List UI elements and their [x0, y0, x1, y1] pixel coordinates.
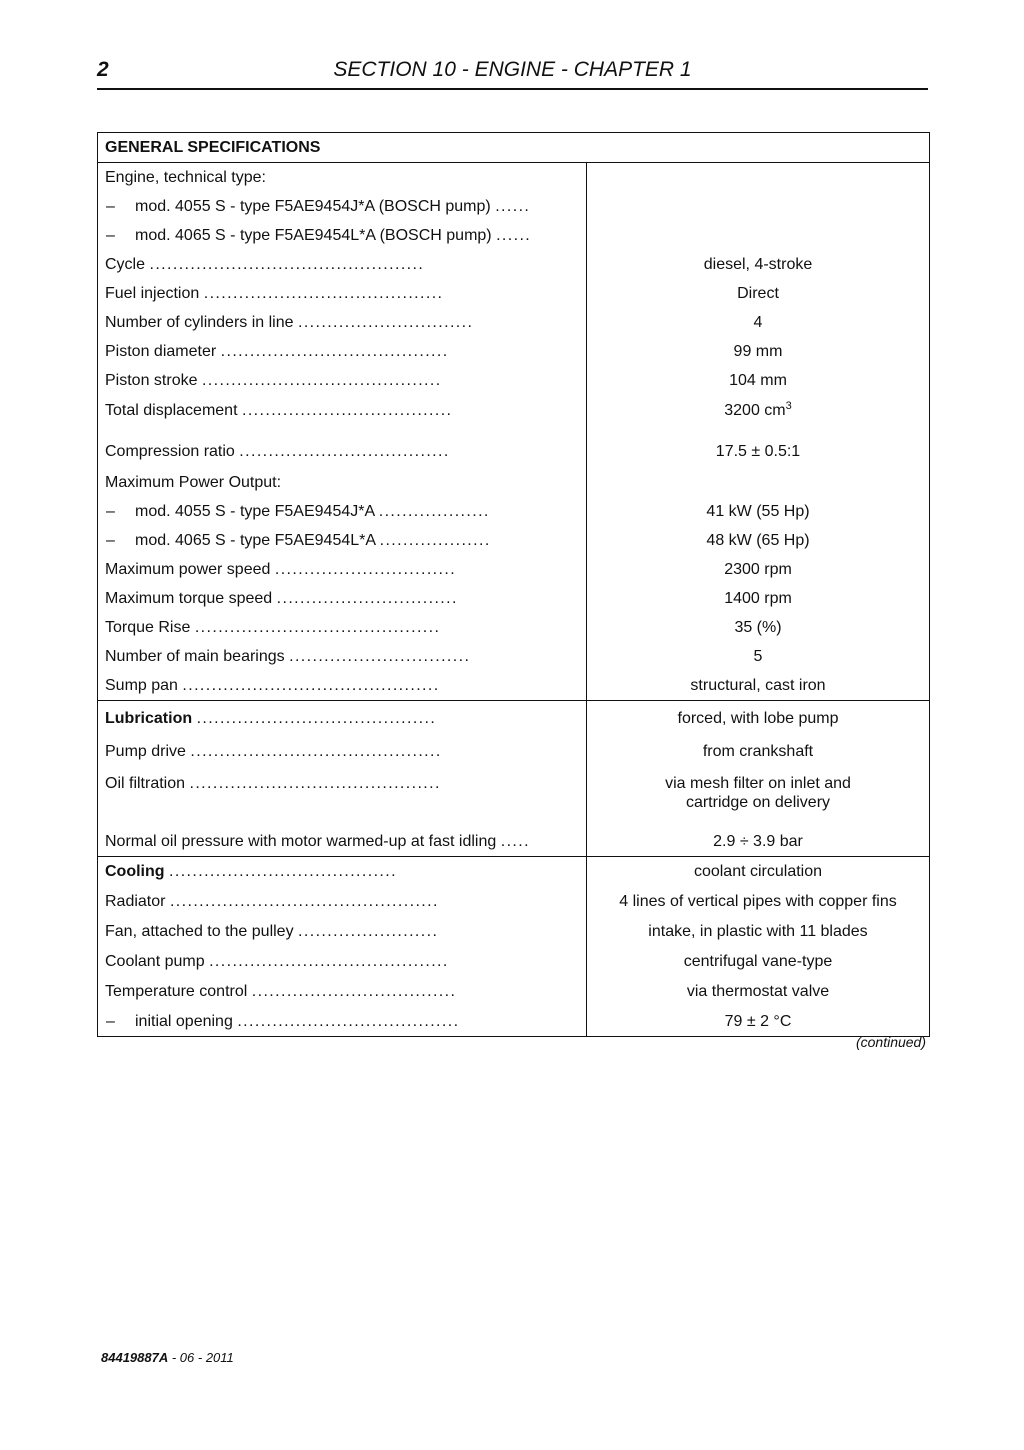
document-date: - 06 - 2011: [171, 1350, 234, 1365]
spec-value: from crankshaft: [587, 736, 930, 766]
table-row: [98, 1006, 930, 1037]
spec-label: Radiator ..............................................: [98, 886, 587, 916]
spec-label: Torque Rise ..........................................: [98, 613, 587, 642]
spec-label: Lubrication .........................................: [98, 701, 587, 737]
spec-value: 104 mm: [587, 366, 930, 395]
spec-label: Cycle ...............................................: [98, 250, 587, 279]
spec-value: 48 kW (65 Hp): [587, 526, 930, 555]
spec-value: 79 ± 2 °C: [587, 1006, 930, 1037]
spec-label: Sump pan ............................................: [98, 671, 587, 701]
spec-value: 99 mm: [587, 337, 930, 366]
table-row: [98, 308, 930, 337]
table-row: [98, 642, 930, 671]
table-row: [98, 946, 930, 976]
table-row: [98, 857, 930, 887]
spec-value: [587, 221, 930, 250]
table-row: [98, 916, 930, 946]
spec-value: 17.5 ± 0.5:1: [587, 435, 930, 468]
spec-label: Fan, attached to the pulley ........................: [98, 916, 587, 946]
spec-label: Total displacement ....................................: [98, 395, 587, 435]
spec-value: 4 lines of vertical pipes with copper fins: [587, 886, 930, 916]
table-row: [98, 826, 930, 857]
continued-note: (continued): [855, 1034, 926, 1050]
spec-label: Normal oil pressure with motor warmed-up at fast idling .....: [98, 826, 587, 857]
spec-value: via thermostat valve: [587, 976, 930, 1006]
spec-label: – initial opening ......................................: [98, 1006, 587, 1037]
table-row: [98, 736, 930, 766]
table-row: [98, 435, 930, 468]
page-footer: [101, 1350, 234, 1365]
page-header: [97, 58, 928, 86]
spec-label: Number of main bearings ...............................: [98, 642, 587, 671]
spec-value: 4: [587, 308, 930, 337]
spec-value: centrifugal vane-type: [587, 946, 930, 976]
spec-label: Fuel injection .........................................: [98, 279, 587, 308]
spec-label: Temperature control ...................................: [98, 976, 587, 1006]
table-row: [98, 497, 930, 526]
table-row: [98, 671, 930, 701]
spec-value: forced, with lobe pump: [587, 701, 930, 737]
spec-label: Oil filtration ...........................................: [98, 766, 587, 826]
spec-label: – mod. 4065 S - type F5AE9454L*A ...................: [98, 526, 587, 555]
table-row: [98, 584, 930, 613]
spec-label: Number of cylinders in line ..............................: [98, 308, 587, 337]
table-row: [98, 279, 930, 308]
spec-value: 2300 rpm: [587, 555, 930, 584]
table-row: [98, 337, 930, 366]
table-row: [98, 766, 930, 826]
table-row: [98, 250, 930, 279]
table-row: [98, 701, 930, 737]
spec-value: 35 (%): [587, 613, 930, 642]
spec-value: 2.9 ÷ 3.9 bar: [587, 826, 930, 857]
table-row: [98, 976, 930, 1006]
table-row: [98, 221, 930, 250]
specifications-table: [97, 132, 930, 1037]
header-rule: [97, 88, 928, 90]
spec-label: Piston diameter .......................................: [98, 337, 587, 366]
spec-value: intake, in plastic with 11 blades: [587, 916, 930, 946]
spec-value: Direct: [587, 279, 930, 308]
spec-value: coolant circulation: [587, 857, 930, 887]
table-row: [98, 613, 930, 642]
unit-superscript: 3: [785, 400, 792, 412]
table-row: [98, 886, 930, 916]
spec-value: structural, cast iron: [587, 671, 930, 701]
spec-value: 3200 $cm^3$: [587, 395, 930, 435]
spec-label: – mod. 4065 S - type F5AE9454L*A (BOSCH pump) ......: [98, 221, 587, 250]
spec-value: via mesh filter on inlet and cartridge on delivery: [587, 766, 930, 826]
document-number: 84419887A: [101, 1350, 169, 1365]
table-title-row: [98, 133, 930, 163]
spec-label: Cooling .......................................: [98, 857, 587, 887]
table-row: [98, 366, 930, 395]
spec-value: 5: [587, 642, 930, 671]
spec-label: Maximum Power Output:: [98, 468, 587, 497]
spec-value: [587, 468, 930, 497]
spec-label: Piston stroke .........................................: [98, 366, 587, 395]
spec-label: Engine, technical type:: [98, 163, 587, 193]
spec-label: Compression ratio ....................................: [98, 435, 587, 468]
spec-label: – mod. 4055 S - type F5AE9454J*A (BOSCH pump) ......: [98, 192, 587, 221]
spec-value: 41 kW (55 Hp): [587, 497, 930, 526]
table-row: [98, 526, 930, 555]
spec-label: Coolant pump .........................................: [98, 946, 587, 976]
table-row: [98, 468, 930, 497]
spec-value: [587, 163, 930, 193]
spec-label: Pump drive ...........................................: [98, 736, 587, 766]
table-row: [98, 555, 930, 584]
table-row: [98, 192, 930, 221]
table-row: [98, 395, 930, 435]
page-title: SECTION 10 - ENGINE - CHAPTER 1: [333, 58, 692, 81]
spec-label: – mod. 4055 S - type F5AE9454J*A ...................: [98, 497, 587, 526]
page-number: 2: [97, 58, 109, 81]
spec-label: Maximum torque speed ...............................: [98, 584, 587, 613]
spec-value: [587, 192, 930, 221]
table-row: [98, 163, 930, 193]
table-title: GENERAL SPECIFICATIONS: [98, 133, 930, 163]
spec-label: Maximum power speed ...............................: [98, 555, 587, 584]
spec-value: diesel, 4-stroke: [587, 250, 930, 279]
spec-value: 1400 rpm: [587, 584, 930, 613]
